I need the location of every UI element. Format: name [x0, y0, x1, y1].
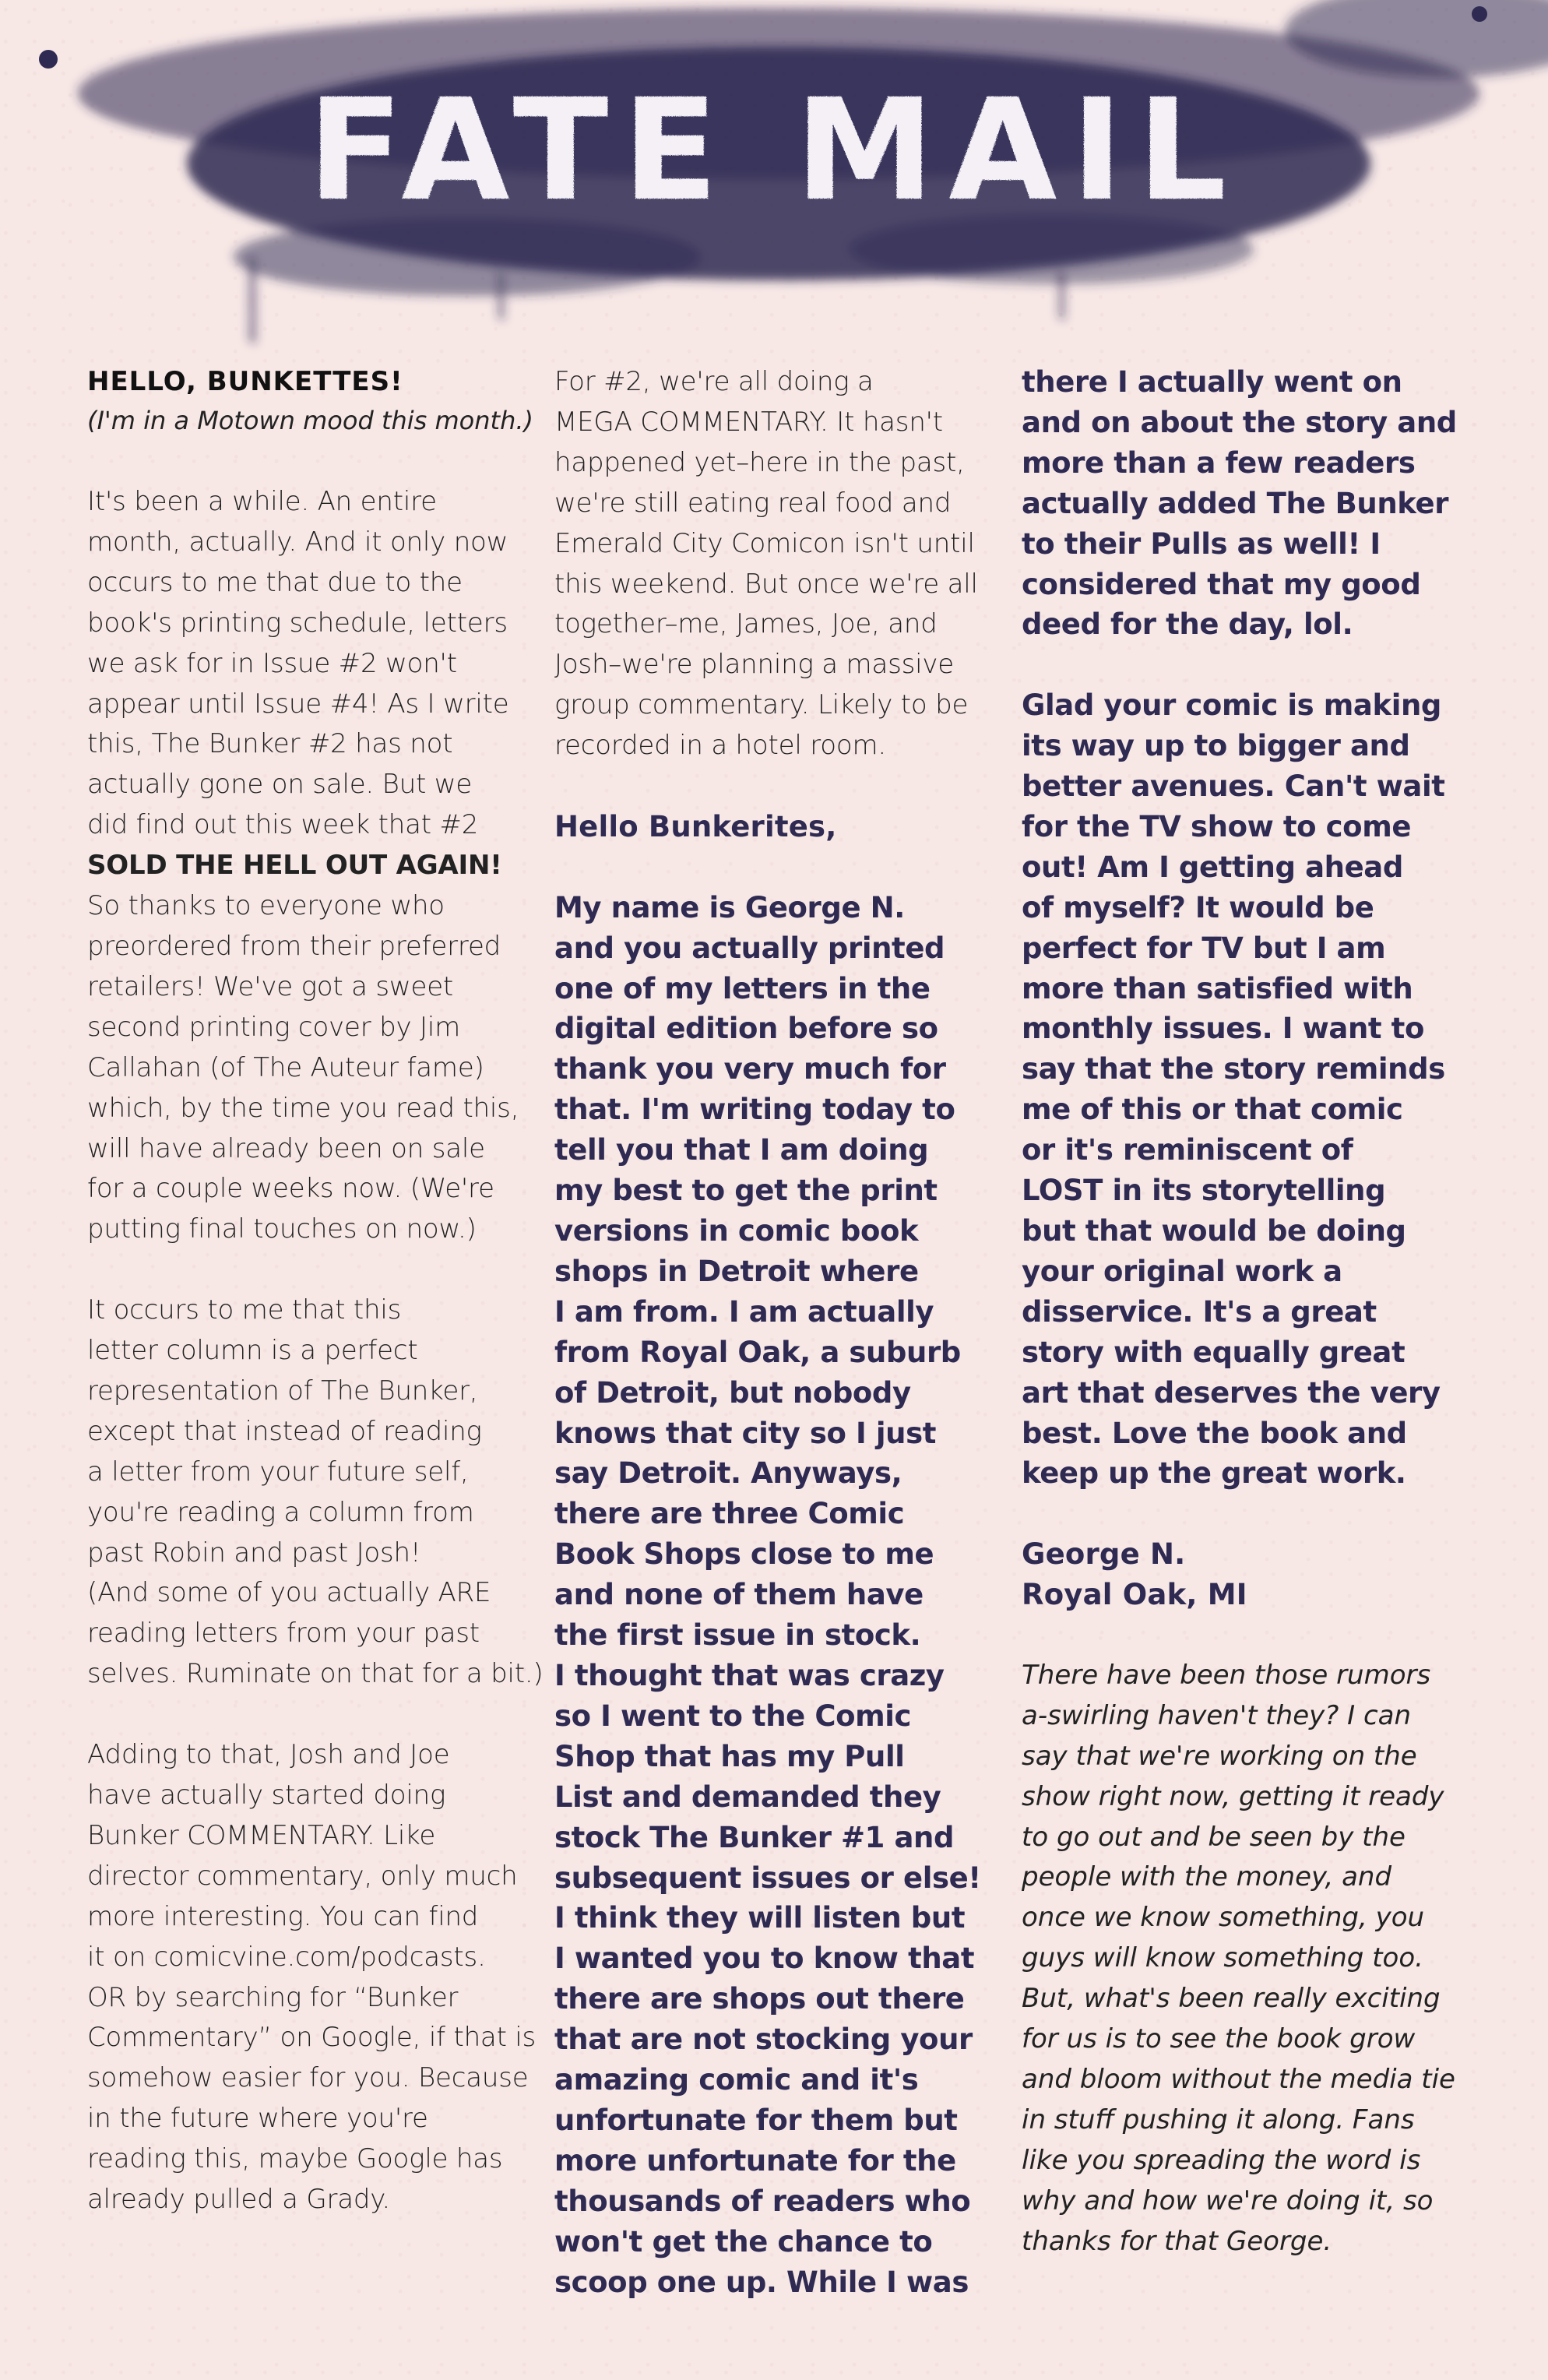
text-line: Josh–we're planning a massive: [554, 649, 954, 681]
text-line: Commentary” on Google, if that is: [87, 2022, 537, 2054]
text-line: the first issue in stock.: [554, 1618, 921, 1653]
text-line: director commentary, only much: [87, 1860, 518, 1892]
text-line: past Robin and past Josh!: [87, 1537, 421, 1568]
column-1: [87, 362, 554, 2261]
text-line: say Detroit. Anyways,: [554, 1456, 902, 1491]
text-line: my best to get the print: [554, 1174, 938, 1208]
text-line: to their Pulls as well! I: [1022, 526, 1381, 561]
text-line: I wanted you to know that: [554, 1942, 975, 1976]
text-line: this weekend. But once we're all: [554, 568, 978, 600]
column-2: [554, 362, 1022, 2343]
text-line: Bunker COMMENTARY. Like: [87, 1819, 436, 1851]
editor-reply: [1022, 1656, 1489, 2262]
text-line: it on comicvine.com/podcasts.: [87, 1941, 486, 1973]
reader-letter-paragraph-2: [1022, 685, 1489, 1494]
mega-commentary-paragraph: [554, 362, 1022, 766]
masthead: [0, 0, 1548, 358]
text-line: better avenues. Can't wait: [1022, 769, 1445, 804]
text-line: more than satisfied with: [1022, 971, 1413, 1005]
text-line: reading letters from your past: [87, 1618, 480, 1649]
text-line: keep up the great work.: [1022, 1456, 1406, 1491]
text-line: once we know something, you: [1022, 1902, 1425, 1934]
text-line: thank you very much for: [554, 1052, 946, 1086]
text-line: of Detroit, but nobody: [554, 1375, 911, 1410]
text-line: But, what's been really exciting: [1022, 1983, 1441, 2015]
text-line: but that would be doing: [1022, 1214, 1406, 1248]
text-line: or it's reminiscent of: [1022, 1133, 1353, 1167]
text-line: your original work a: [1022, 1254, 1342, 1288]
text-line: a letter from your future self,: [87, 1456, 469, 1488]
text-line: unfortunate for them but: [554, 2103, 958, 2137]
text-line: say that we're working on the: [1022, 1740, 1417, 1772]
text-line: to go out and be seen by the: [1022, 1821, 1406, 1853]
text-line: shops in Detroit where: [554, 1254, 919, 1288]
text-line: For #2, we're all doing a: [554, 366, 874, 397]
text-line: have actually started doing: [87, 1779, 446, 1811]
text-line: (And some of you actually ARE: [87, 1577, 491, 1609]
text-line: will have already been on sale: [87, 1132, 485, 1164]
text-line: which, by the time you read this,: [87, 1092, 519, 1124]
text-line: like you spreading the word is: [1022, 2144, 1421, 2176]
text-line: versions in comic book: [554, 1214, 919, 1248]
intro-paragraph: [87, 482, 554, 1250]
letter-signature: [1022, 1534, 1489, 1615]
text-line: that. I'm writing today to: [554, 1093, 955, 1127]
text-line: knows that city so I just: [554, 1416, 937, 1450]
commentary-paragraph: [87, 1735, 554, 2220]
text-line: recorded in a hotel room.: [554, 730, 886, 762]
text-line: people with the money, and: [1022, 1861, 1392, 1893]
text-line: out! Am I getting ahead: [1022, 850, 1403, 884]
column-subheading: (I'm in a Motown mood this month.): [87, 406, 534, 435]
text-line: digital edition before so: [554, 1012, 938, 1046]
letter-column-paragraph: [87, 1290, 554, 1695]
text-line: won't get the chance to: [554, 2224, 933, 2259]
text-line: together–me, James, Joe, and: [554, 608, 938, 640]
text-line: disservice. It's a great: [1022, 1294, 1377, 1329]
text-line: second printing cover by Jim: [87, 1011, 460, 1043]
text-line: there are shops out there: [554, 1982, 965, 2016]
text-line: and you actually printed: [554, 931, 945, 965]
text-line: scoop one up. While I was: [554, 2265, 969, 2299]
text-line: except that instead of reading: [87, 1415, 482, 1447]
text-line: I thought that was crazy: [554, 1658, 945, 1692]
text-line: and none of them have: [554, 1578, 924, 1612]
text-line: best. Love the book and: [1022, 1416, 1407, 1450]
text-line: letter column is a perfect: [87, 1335, 418, 1367]
text-line: you're reading a column from: [87, 1496, 474, 1528]
text-line: for a couple weeks now. (We're: [87, 1173, 494, 1205]
text-line: from Royal Oak, a suburb: [554, 1335, 961, 1369]
text-line: its way up to bigger and: [1022, 729, 1410, 763]
text-line: actually gone on sale. But we: [87, 769, 473, 801]
text-line: stock The Bunker #1 and: [554, 1820, 955, 1854]
text-line: preordered from their preferred: [87, 930, 501, 962]
letter-greeting: Hello Bunkerites,: [554, 809, 837, 843]
reader-letter: [554, 888, 1022, 2303]
text-line: monthly issues. I want to: [1022, 1012, 1424, 1046]
text-line: one of my letters in the: [554, 971, 931, 1005]
text-line: List and demanded they: [554, 1780, 941, 1814]
spray-paint-banner: [0, 0, 1548, 358]
text-line: thousands of readers who: [554, 2184, 971, 2218]
text-line: in stuff pushing it along. Fans: [1022, 2104, 1415, 2135]
text-line: occurs to me that due to the: [87, 566, 463, 598]
text-line: guys will know something too.: [1022, 1942, 1423, 1974]
text-line: we're still eating real food and: [554, 487, 952, 519]
text-line: month, actually. And it only now: [87, 526, 508, 558]
text-line: a-swirling haven't they? I can: [1022, 1699, 1412, 1731]
text-line: It occurs to me that this: [87, 1294, 402, 1326]
text-line: in the future where you're: [87, 2103, 428, 2135]
text-line: so I went to the Comic: [554, 1699, 912, 1733]
text-line: and on about the story and: [1022, 405, 1457, 439]
text-line: Shop that has my Pull: [554, 1739, 905, 1773]
text-line: OR by searching for “Bunker: [87, 1981, 459, 2013]
text-line: LOST in its storytelling: [1022, 1174, 1386, 1208]
text-line: Emerald City Comicon isn't until: [554, 527, 975, 559]
text-line: for us is to see the book grow: [1022, 2023, 1416, 2055]
text-line: Book Shops close to me: [554, 1537, 934, 1572]
signature-place: Royal Oak, MI: [1022, 1578, 1247, 1612]
text-line: actually added The Bunker: [1022, 486, 1449, 520]
text-line: happened yet–here in the past,: [554, 446, 965, 478]
text-line: deed for the day, lol.: [1022, 607, 1353, 642]
text-line: show right now, getting it ready: [1022, 1780, 1444, 1812]
text-line: story with equally great: [1022, 1335, 1406, 1369]
text-line: and bloom without the media tie: [1022, 2064, 1455, 2096]
text-line: Adding to that, Josh and Joe: [87, 1739, 450, 1771]
text-line: book's printing schedule, letters: [87, 607, 508, 639]
text-line: this, The Bunker #2 has not: [87, 728, 453, 760]
text-line: me of this or that comic: [1022, 1093, 1403, 1127]
text-line: group commentary. Likely to be: [554, 689, 969, 721]
text-line: of myself? It would be: [1022, 890, 1374, 924]
text-line: representation of The Bunker,: [87, 1375, 478, 1407]
text-line: reading this, maybe Google has: [87, 2143, 503, 2175]
text-line: selves. Ruminate on that for a bit.): [87, 1658, 544, 1690]
text-line: tell you that I am doing: [554, 1133, 929, 1167]
signature-name: George N.: [1022, 1537, 1186, 1572]
text-line: retailers! We've got a sweet: [87, 970, 454, 1002]
text-line: SOLD THE HELL OUT AGAIN!: [87, 850, 502, 882]
text-line: why and how we're doing it, so: [1022, 2185, 1434, 2216]
text-line: more than a few readers: [1022, 445, 1416, 480]
text-line: thanks for that George.: [1022, 2225, 1332, 2257]
text-line: somehow easier for you. Because: [87, 2062, 529, 2094]
text-line: more interesting. You can find: [87, 1900, 479, 1932]
text-line: amazing comic and it's: [554, 2063, 919, 2097]
text-line: There have been those rumors: [1022, 1659, 1431, 1691]
text-line: for the TV show to come: [1022, 809, 1412, 843]
text-line: putting final touches on now.): [87, 1213, 477, 1245]
text-line: subsequent issues or else!: [554, 1861, 981, 1895]
text-line: considered that my good: [1022, 567, 1421, 601]
text-line: there I actually went on: [1022, 365, 1402, 399]
column-heading: HELLO, BUNKETTES!: [87, 366, 403, 397]
text-line: MEGA COMMENTARY. It hasn't: [554, 406, 943, 438]
text-line: So thanks to everyone who: [87, 890, 445, 922]
column-3: [1022, 362, 1489, 2262]
text-line: already pulled a Grady.: [87, 2184, 390, 2216]
text-line: more unfortunate for the: [554, 2143, 956, 2178]
text-line: perfect for TV but I am: [1022, 931, 1386, 965]
text-line: I think they will listen but: [554, 1901, 966, 1935]
text-line: did find out this week that #2: [87, 809, 479, 841]
text-line: we ask for in Issue #2 won't: [87, 647, 457, 679]
text-line: I am from. I am actually: [554, 1294, 934, 1329]
reader-letter-continued: [1022, 362, 1489, 645]
text-line: that are not stocking your: [554, 2023, 973, 2057]
text-line: say that the story reminds: [1022, 1052, 1445, 1086]
text-line: My name is George N.: [554, 890, 905, 924]
text-line: there are three Comic: [554, 1497, 905, 1531]
masthead-title: FATE MAIL: [307, 69, 1241, 232]
text-line: Glad your comic is making: [1022, 688, 1442, 723]
text-line: Callahan (of The Auteur fame): [87, 1051, 484, 1083]
text-line: appear until Issue #4! As I write: [87, 688, 509, 720]
text-line: art that deserves the very: [1022, 1375, 1441, 1410]
text-line: It's been a while. An entire: [87, 486, 437, 517]
